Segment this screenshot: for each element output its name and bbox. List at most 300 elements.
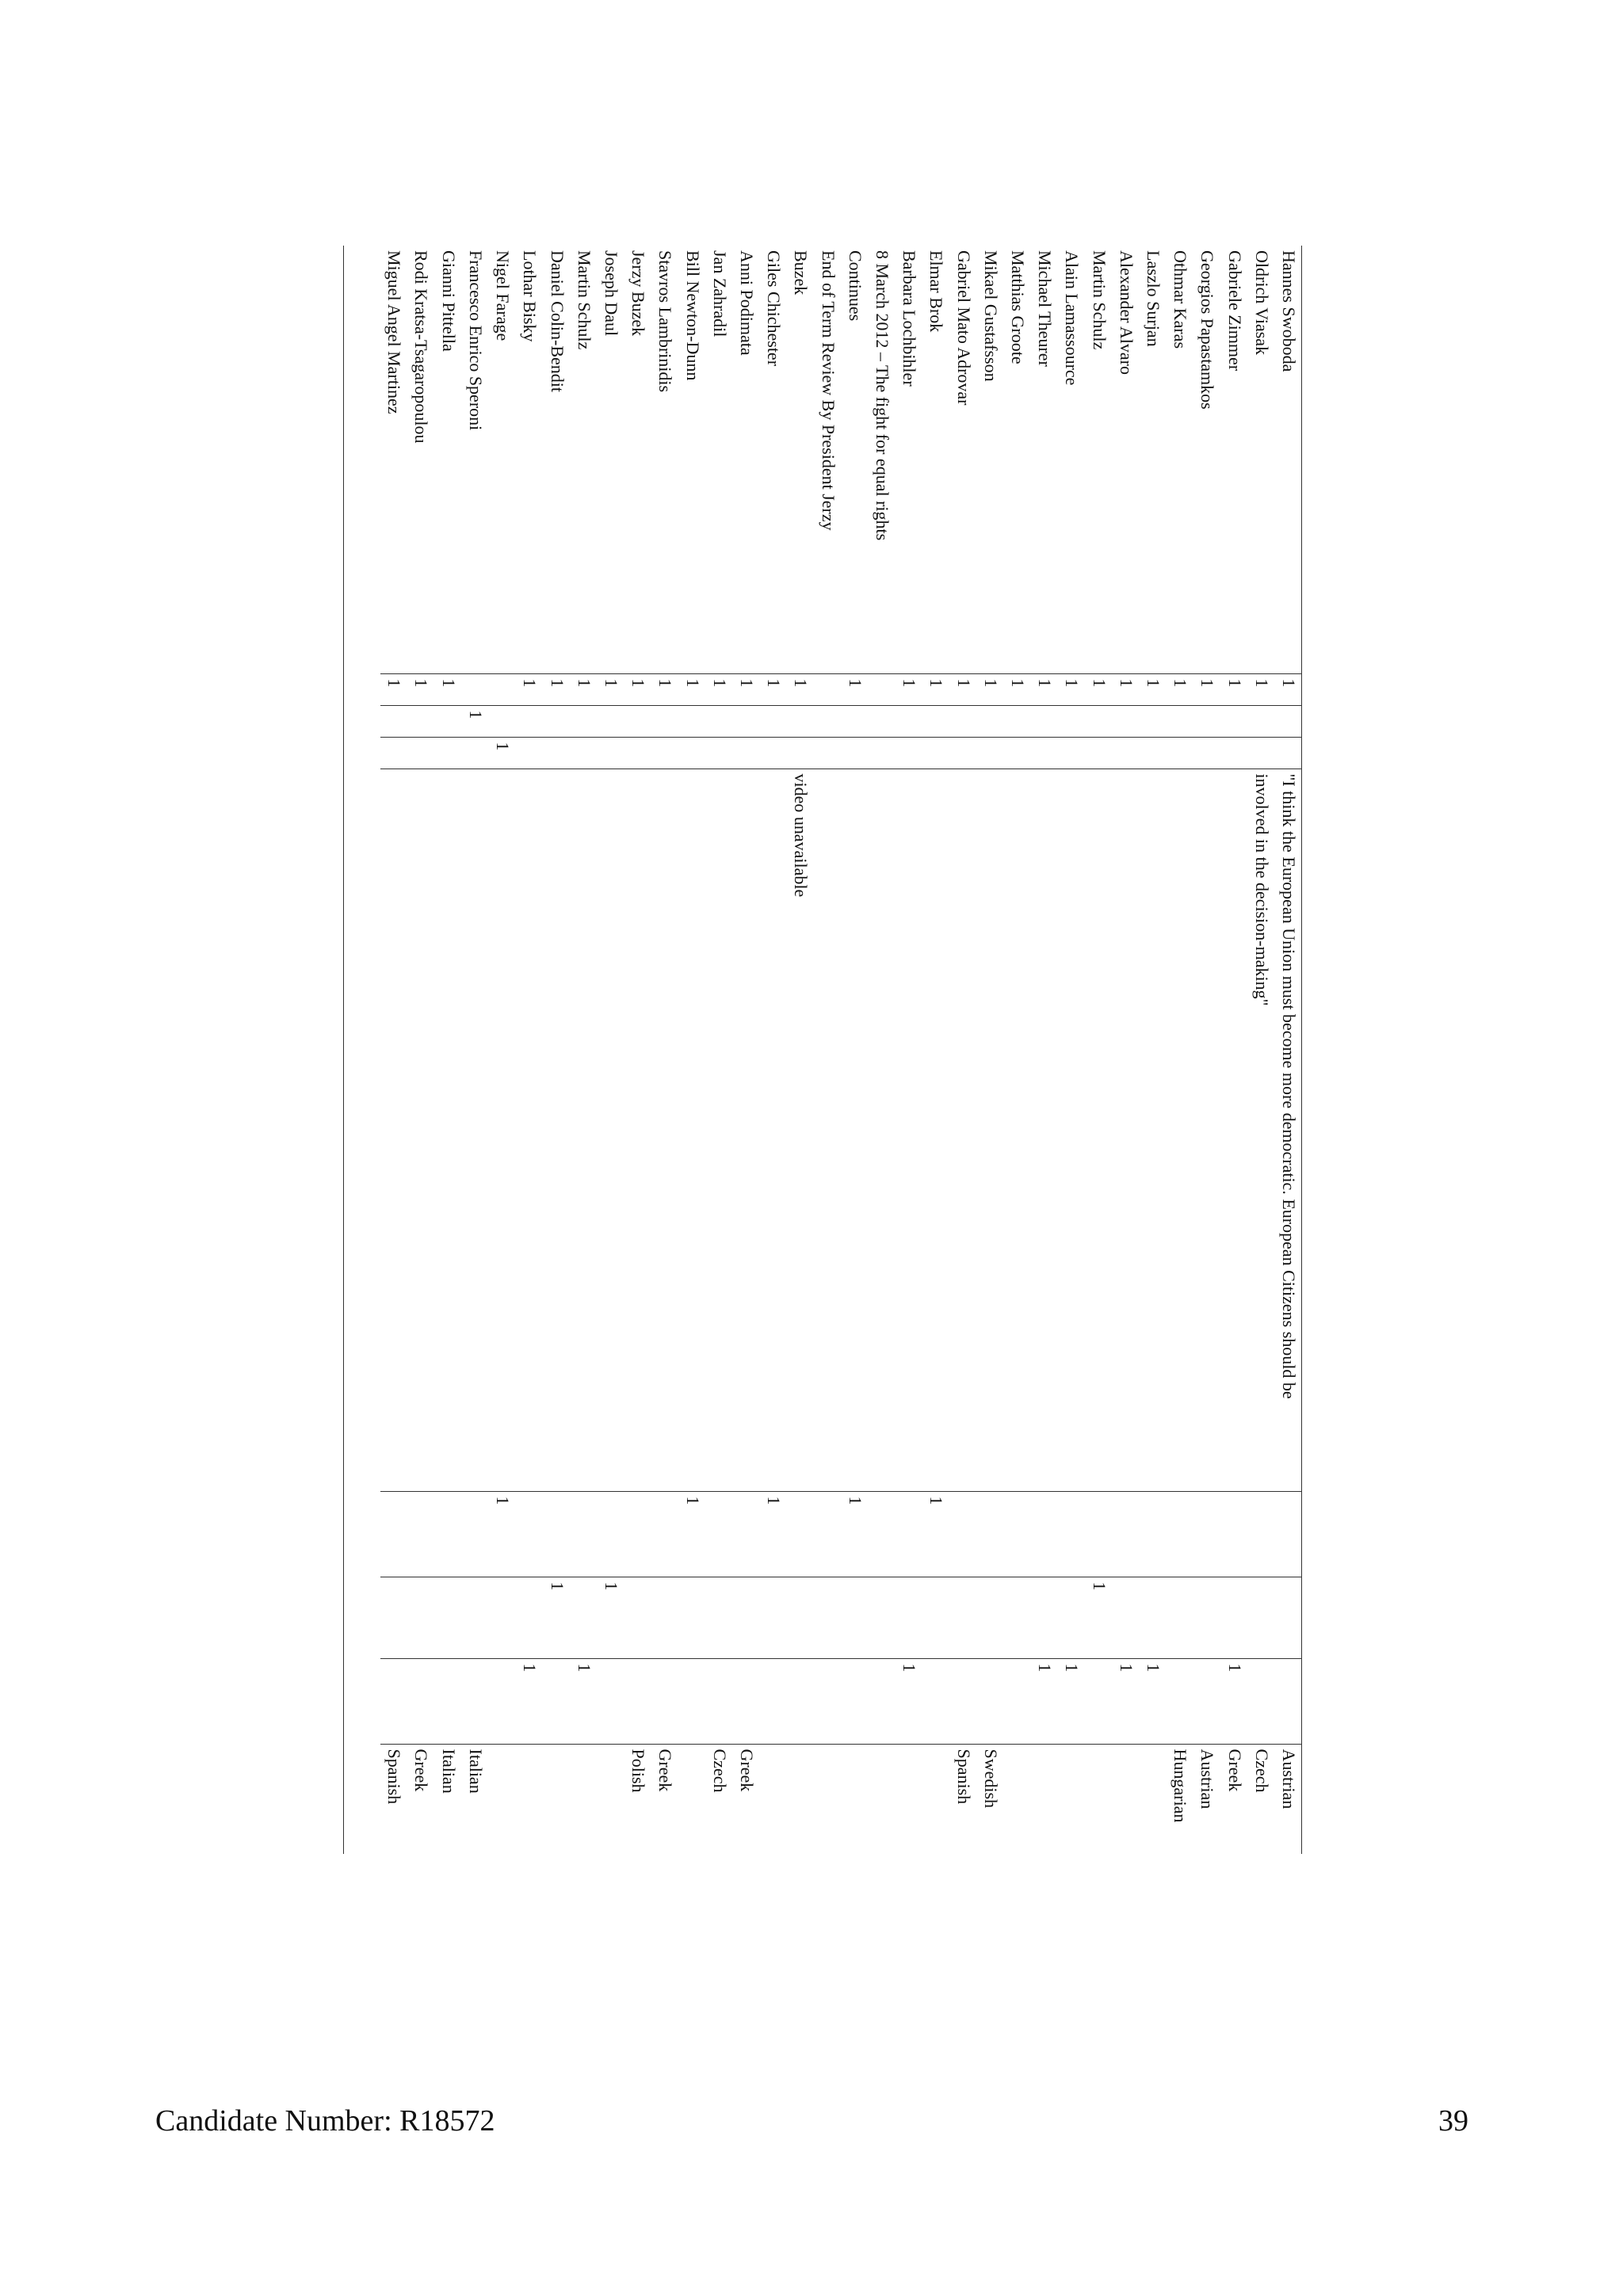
cell-lang: Greek — [733, 1744, 760, 1854]
cell-b — [842, 705, 869, 737]
cell-name: Elmar Brok — [926, 250, 947, 333]
cell-a: 1 — [543, 673, 570, 705]
table-row — [651, 246, 678, 1854]
cell-c — [1031, 737, 1058, 769]
cell-b — [1140, 705, 1167, 737]
cell-e — [1004, 1577, 1031, 1658]
cell-f — [489, 1658, 516, 1744]
cell-e — [516, 1577, 543, 1658]
cell-name: Martin Schulz — [574, 250, 594, 350]
cell-name: Rodi Kratsa-Tsagaropoulou — [411, 250, 432, 444]
cell-name: Alain Lamassource — [1062, 250, 1083, 386]
cell-d — [1004, 1491, 1031, 1577]
cell-c — [706, 737, 733, 769]
cell-c — [516, 737, 543, 769]
cell-f — [1085, 1658, 1112, 1744]
table-row — [842, 246, 869, 1854]
table-row — [516, 246, 543, 1854]
cell-quote — [543, 769, 570, 1491]
cell-a: 1 — [651, 673, 678, 705]
cell-lang: Italian — [462, 1744, 489, 1854]
cell-a: 1 — [1248, 673, 1275, 705]
cell-e — [380, 1577, 407, 1658]
cell-c — [462, 737, 489, 769]
cell-lang — [1140, 1744, 1167, 1854]
cell-name: Bill Newton-Dunn — [682, 250, 703, 381]
cell-b — [814, 705, 841, 737]
cell-a: 1 — [1193, 673, 1220, 705]
cell-b: 1 — [462, 705, 489, 737]
table-row — [489, 246, 516, 1854]
cell-quote — [1140, 769, 1167, 1491]
cell-lang: Greek — [651, 1744, 678, 1854]
cell-a: 1 — [706, 673, 733, 705]
cell-quote: video unavailable — [787, 769, 814, 1491]
cell-d — [977, 1491, 1004, 1577]
cell-a: 1 — [787, 673, 814, 705]
cell-b — [380, 705, 407, 737]
cell-b — [733, 705, 760, 737]
cell-b — [516, 705, 543, 737]
cell-lang: Austrian — [1193, 1744, 1220, 1854]
cell-lang: Spanish — [949, 1744, 976, 1854]
cell-a: 1 — [949, 673, 976, 705]
cell-b — [543, 705, 570, 737]
table-row — [598, 246, 624, 1854]
cell-e — [1031, 1577, 1058, 1658]
cell-c — [1058, 737, 1085, 769]
cell-c — [571, 737, 598, 769]
rotated-table-block — [343, 246, 1302, 1854]
table-row — [1031, 246, 1058, 1854]
cell-f — [977, 1658, 1004, 1744]
cell-b — [760, 705, 787, 737]
cell-e — [896, 1577, 922, 1658]
cell-c — [624, 737, 651, 769]
cell-b — [787, 705, 814, 737]
cell-f: 1 — [1220, 1658, 1247, 1744]
cell-b — [1167, 705, 1193, 737]
cell-c — [1248, 737, 1275, 769]
cell-name: Gabriel Mato Adrovar — [953, 250, 974, 406]
cell-lang — [922, 1744, 949, 1854]
cell-c — [380, 737, 407, 769]
cell-quote — [435, 769, 462, 1491]
cell-e — [1113, 1577, 1140, 1658]
cell-e — [787, 1577, 814, 1658]
cell-e: 1 — [543, 1577, 570, 1658]
cell-lang: Greek — [407, 1744, 434, 1854]
cell-f — [435, 1658, 462, 1744]
cell-name: Lothar Bisky — [520, 250, 540, 342]
cell-lang — [543, 1744, 570, 1854]
cell-f — [1193, 1658, 1220, 1744]
cell-f: 1 — [571, 1658, 598, 1744]
cell-e — [651, 1577, 678, 1658]
cell-a: 1 — [516, 673, 543, 705]
cell-a: 1 — [678, 673, 705, 705]
cell-c — [1004, 737, 1031, 769]
cell-c — [787, 737, 814, 769]
cell-b — [678, 705, 705, 737]
cell-f — [598, 1658, 624, 1744]
cell-a: 1 — [1140, 673, 1167, 705]
cell-c — [842, 737, 869, 769]
cell-name: Anni Podimata — [736, 250, 757, 356]
cell-lang — [571, 1744, 598, 1854]
cell-e — [1058, 1577, 1085, 1658]
cell-c — [543, 737, 570, 769]
cell-d — [1085, 1491, 1112, 1577]
cell-quote — [814, 769, 841, 1491]
cell-name: Hannes Swoboda — [1279, 250, 1299, 372]
cell-quote — [624, 769, 651, 1491]
cell-c — [1140, 737, 1167, 769]
cell-a: 1 — [733, 673, 760, 705]
cell-name: Jerzy Buzek — [628, 250, 649, 337]
table-row — [380, 246, 407, 1854]
cell-quote — [1220, 769, 1299, 1491]
cell-name: Nigel Farage — [493, 250, 514, 341]
cell-e — [949, 1577, 976, 1658]
cell-lang — [1058, 1744, 1085, 1854]
cell-b — [1113, 705, 1140, 737]
cell-e — [977, 1577, 1004, 1658]
cell-d — [1275, 1491, 1302, 1577]
cell-e: 1 — [1085, 1577, 1112, 1658]
cell-quote — [706, 769, 733, 1491]
cell-b — [1058, 705, 1085, 737]
table-row — [407, 246, 434, 1854]
cell-a: 1 — [922, 673, 949, 705]
quote-text: "I think the European Union must become more democratic. European Citizens should be involved in the decision-making" — [1251, 773, 1299, 1399]
cell-f — [1248, 1658, 1275, 1744]
cell-a: 1 — [1167, 673, 1193, 705]
cell-c — [869, 737, 896, 769]
cell-c — [1167, 737, 1193, 769]
cell-lang — [814, 1744, 841, 1854]
cell-lang — [598, 1744, 624, 1854]
cell-name: Continues — [845, 250, 865, 322]
cell-quote — [896, 769, 922, 1491]
cell-c — [1113, 737, 1140, 769]
cell-d — [1058, 1491, 1085, 1577]
cell-f — [706, 1658, 733, 1744]
cell-c — [1275, 737, 1302, 769]
cell-c — [922, 737, 949, 769]
cell-name: Daniel Colin-Bendit — [547, 250, 567, 393]
cell-c — [949, 737, 976, 769]
cell-a — [489, 673, 516, 705]
cell-name: Giles Chichester — [764, 250, 785, 367]
table-row — [1085, 246, 1112, 1854]
cell-name: Matthias Groote — [1007, 250, 1028, 364]
cell-e — [435, 1577, 462, 1658]
cell-b — [949, 705, 976, 737]
candidate-number: Candidate Number: R18572 — [155, 2104, 495, 2138]
cell-d — [462, 1491, 489, 1577]
cell-name: Joseph Daul — [601, 250, 621, 337]
cell-b — [571, 705, 598, 737]
table-row — [435, 246, 462, 1854]
cell-d — [435, 1491, 462, 1577]
cell-quote — [598, 769, 624, 1491]
cell-f: 1 — [1113, 1658, 1140, 1744]
cell-name: Stavros Lambrinidis — [655, 250, 676, 393]
table-row — [543, 246, 570, 1854]
cell-name: Laszlo Surjan — [1143, 250, 1163, 347]
cell-b — [407, 705, 434, 737]
cell-f — [407, 1658, 434, 1744]
cell-f: 1 — [1140, 1658, 1167, 1744]
cell-e — [1167, 1577, 1193, 1658]
cell-lang — [787, 1744, 814, 1854]
cell-e — [407, 1577, 434, 1658]
cell-name: Gianni Pittella — [438, 250, 459, 352]
table-row — [678, 246, 705, 1854]
cell-name: Georgios Papastamkos — [1197, 250, 1218, 410]
table-row — [1193, 246, 1220, 1854]
cell-e — [462, 1577, 489, 1658]
cell-f: 1 — [1058, 1658, 1085, 1744]
cell-b — [1193, 705, 1220, 737]
cell-a — [462, 673, 489, 705]
cell-b — [869, 705, 896, 737]
cell-b — [1031, 705, 1058, 737]
cell-f — [1004, 1658, 1031, 1744]
cell-quote — [1031, 769, 1058, 1491]
cell-b — [598, 705, 624, 737]
cell-c — [1193, 737, 1220, 769]
cell-e — [869, 1577, 896, 1658]
table-row — [896, 246, 922, 1854]
cell-quote — [949, 769, 976, 1491]
cell-f — [842, 1658, 869, 1744]
cell-d — [1220, 1491, 1247, 1577]
cell-name: Martin Schulz — [1089, 250, 1109, 350]
cell-a: 1 — [1004, 673, 1031, 705]
cell-quote — [760, 769, 787, 1491]
cell-quote — [651, 769, 678, 1491]
cell-lang — [760, 1744, 787, 1854]
cell-f — [624, 1658, 651, 1744]
cell-d — [869, 1491, 896, 1577]
cell-b — [706, 705, 733, 737]
cell-d — [407, 1491, 434, 1577]
cell-e — [814, 1577, 841, 1658]
cell-d — [624, 1491, 651, 1577]
cell-lang: Czech — [1248, 1744, 1275, 1854]
cell-b — [435, 705, 462, 737]
cell-d — [1193, 1491, 1220, 1577]
cell-c — [1220, 737, 1247, 769]
cell-d — [1140, 1491, 1167, 1577]
cell-a — [869, 673, 896, 705]
table-row — [922, 246, 949, 1854]
cell-quote — [842, 769, 869, 1491]
cell-f: 1 — [516, 1658, 543, 1744]
cell-f — [949, 1658, 976, 1744]
cell-f — [787, 1658, 814, 1744]
cell-lang — [896, 1744, 922, 1854]
table-row — [760, 246, 787, 1854]
table-row — [1004, 246, 1031, 1854]
cell-a: 1 — [1058, 673, 1085, 705]
cell-name: Barbara Lochbihler — [899, 250, 920, 387]
cell-d — [1167, 1491, 1193, 1577]
table-row — [1220, 246, 1247, 1854]
cell-e — [624, 1577, 651, 1658]
cell-f — [1167, 1658, 1193, 1744]
cell-a: 1 — [1113, 673, 1140, 705]
cell-b — [1220, 705, 1247, 737]
cell-e — [571, 1577, 598, 1658]
cell-f — [922, 1658, 949, 1744]
cell-c — [760, 737, 787, 769]
cell-d: 1 — [678, 1491, 705, 1577]
cell-b — [651, 705, 678, 737]
cell-f — [760, 1658, 787, 1744]
cell-name: End of Term Review By President Jerzy — [818, 250, 838, 531]
table-row — [1167, 246, 1193, 1854]
cell-name: Gabriele Zimmer — [1224, 250, 1245, 372]
cell-a: 1 — [435, 673, 462, 705]
cell-c — [598, 737, 624, 769]
cell-e — [1248, 1577, 1275, 1658]
cell-c — [1085, 737, 1112, 769]
cell-d — [733, 1491, 760, 1577]
cell-f: 1 — [896, 1658, 922, 1744]
cell-d — [571, 1491, 598, 1577]
table-row — [1140, 246, 1167, 1854]
table-row — [462, 246, 489, 1854]
cell-lang: Czech — [706, 1744, 733, 1854]
cell-f — [678, 1658, 705, 1744]
table-row — [787, 246, 814, 1854]
cell-quote — [1193, 769, 1220, 1491]
cell-b — [896, 705, 922, 737]
cell-name: 8 March 2012 – The fight for equal rights — [872, 250, 892, 541]
cell-a: 1 — [1085, 673, 1112, 705]
cell-b — [489, 705, 516, 737]
cell-lang: Italian — [435, 1744, 462, 1854]
cell-d: 1 — [489, 1491, 516, 1577]
cell-c — [814, 737, 841, 769]
cell-b — [1004, 705, 1031, 737]
cell-d: 1 — [842, 1491, 869, 1577]
cell-b — [922, 705, 949, 737]
table-row — [814, 246, 841, 1854]
cell-quote — [489, 769, 516, 1491]
speakers-table — [380, 246, 1302, 1854]
table-row — [869, 246, 896, 1854]
cell-a: 1 — [1275, 673, 1302, 705]
table-row — [571, 246, 598, 1854]
cell-quote — [380, 769, 407, 1491]
cell-b — [977, 705, 1004, 737]
cell-e — [706, 1577, 733, 1658]
cell-name: Miguel Angel Martinez — [384, 250, 405, 414]
table-row — [1113, 246, 1140, 1854]
cell-name: Othmar Karas — [1170, 250, 1191, 349]
cell-quote — [516, 769, 543, 1491]
cell-quote — [462, 769, 489, 1491]
cell-lang — [489, 1744, 516, 1854]
cell-f — [543, 1658, 570, 1744]
cell-f — [733, 1658, 760, 1744]
cell-c — [435, 737, 462, 769]
cell-c — [896, 737, 922, 769]
cell-name: Mikael Gustafsson — [980, 250, 1001, 382]
cell-c — [977, 737, 1004, 769]
cell-d — [516, 1491, 543, 1577]
cell-a — [814, 673, 841, 705]
cell-f — [380, 1658, 407, 1744]
cell-e: 1 — [598, 1577, 624, 1658]
cell-lang — [869, 1744, 896, 1854]
cell-e — [842, 1577, 869, 1658]
cell-b — [624, 705, 651, 737]
cell-e — [760, 1577, 787, 1658]
cell-quote — [1113, 769, 1140, 1491]
table-row — [1058, 246, 1085, 1854]
cell-quote — [1167, 769, 1193, 1491]
table-row — [706, 246, 733, 1854]
cell-f: 1 — [1031, 1658, 1058, 1744]
cell-d — [1031, 1491, 1058, 1577]
cell-lang — [1085, 1744, 1112, 1854]
cell-e — [1193, 1577, 1220, 1658]
cell-a: 1 — [896, 673, 922, 705]
cell-f — [1275, 1658, 1302, 1744]
cell-name: Oldrich Viasak — [1251, 250, 1272, 356]
cell-lang: Spanish — [380, 1744, 407, 1854]
cell-e — [733, 1577, 760, 1658]
cell-a: 1 — [407, 673, 434, 705]
cell-f — [814, 1658, 841, 1744]
cell-name: Buzek — [791, 250, 812, 296]
cell-d: 1 — [922, 1491, 949, 1577]
cell-quote — [571, 769, 598, 1491]
cell-e — [1220, 1577, 1247, 1658]
cell-c: 1 — [489, 737, 516, 769]
cell-lang: Austrian — [1275, 1744, 1302, 1854]
cell-e — [922, 1577, 949, 1658]
cell-f — [651, 1658, 678, 1744]
cell-d — [787, 1491, 814, 1577]
cell-quote — [678, 769, 705, 1491]
cell-quote — [407, 769, 434, 1491]
cell-d — [598, 1491, 624, 1577]
cell-a: 1 — [842, 673, 869, 705]
cell-quote — [733, 769, 760, 1491]
cell-f — [869, 1658, 896, 1744]
cell-lang: Greek — [1220, 1744, 1247, 1854]
cell-a: 1 — [977, 673, 1004, 705]
table-row — [949, 246, 976, 1854]
table-row — [977, 246, 1004, 1854]
cell-a: 1 — [598, 673, 624, 705]
cell-d: 1 — [760, 1491, 787, 1577]
cell-e — [489, 1577, 516, 1658]
cell-d — [896, 1491, 922, 1577]
cell-lang — [842, 1744, 869, 1854]
cell-c — [678, 737, 705, 769]
cell-c — [651, 737, 678, 769]
cell-a: 1 — [1031, 673, 1058, 705]
cell-lang — [1031, 1744, 1058, 1854]
cell-d — [1248, 1491, 1275, 1577]
